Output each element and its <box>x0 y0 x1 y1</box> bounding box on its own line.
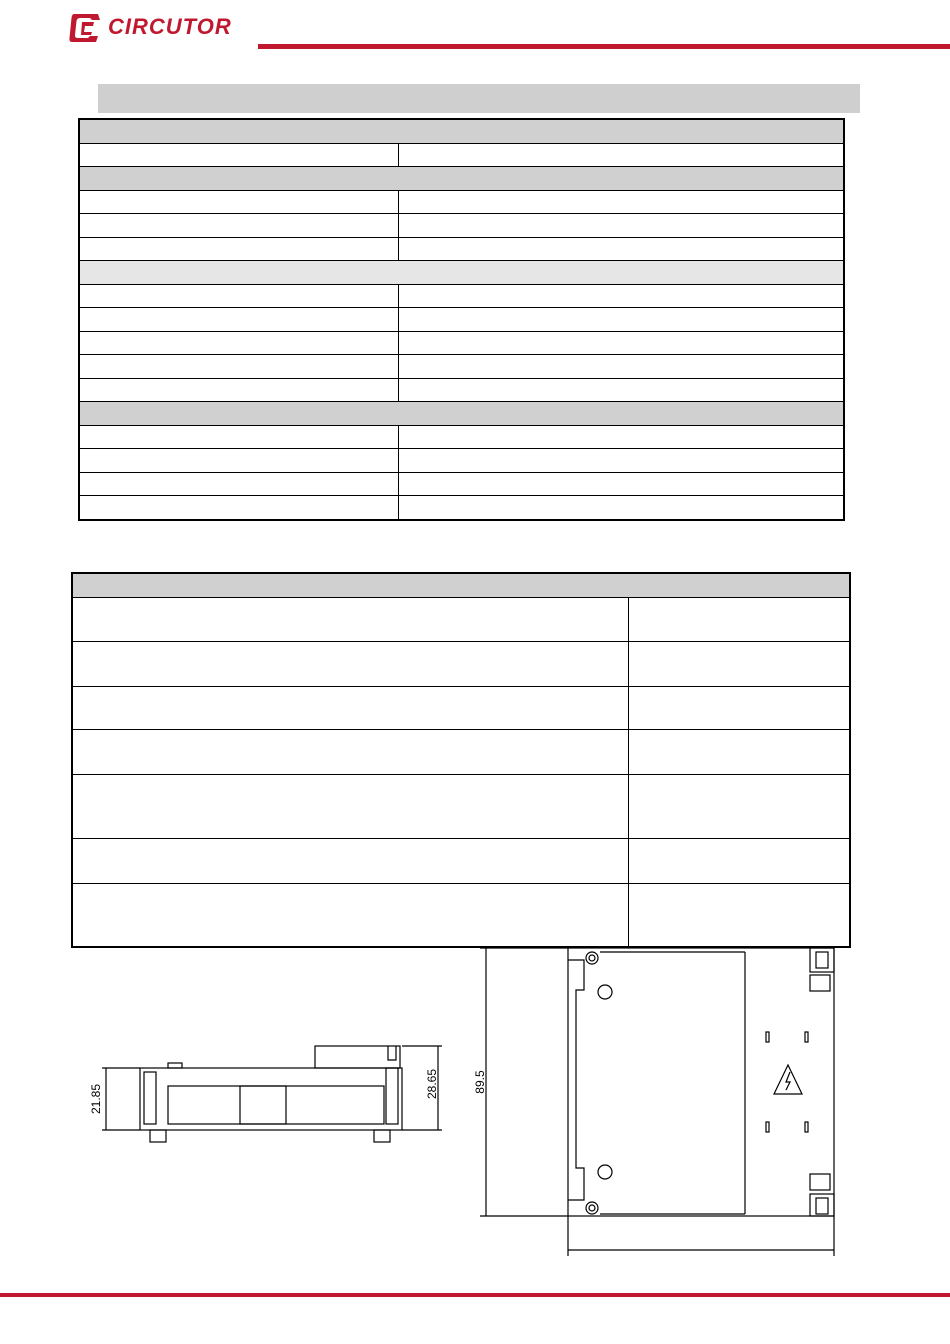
spec-row <box>79 355 844 379</box>
spec-group-header <box>79 402 844 426</box>
spec-group-header <box>79 261 844 285</box>
dimension-label-front-height: 89.5 <box>473 1070 487 1094</box>
dimension-drawings <box>0 940 950 1260</box>
side-view-drawing <box>102 1046 442 1142</box>
spec-label <box>79 237 398 261</box>
spec-group-label <box>79 119 844 143</box>
dimension-label-left: 21.85 <box>89 1083 103 1115</box>
standard-value <box>628 884 850 948</box>
standard-name <box>72 730 628 775</box>
spec-row <box>79 496 844 520</box>
spec-value <box>398 308 844 332</box>
spec-row <box>79 308 844 332</box>
circutor-logo-icon <box>68 10 104 46</box>
standard-value <box>628 598 850 642</box>
standards-row <box>72 839 850 884</box>
spec-label <box>79 331 398 355</box>
spec-label <box>79 143 398 167</box>
spec-group-label <box>79 402 844 426</box>
spec-label <box>79 449 398 473</box>
spec-value <box>398 472 844 496</box>
spec-value <box>398 425 844 449</box>
footer-rule <box>0 1293 950 1297</box>
standard-name <box>72 598 628 642</box>
standard-value <box>628 730 850 775</box>
spec-value <box>398 378 844 402</box>
spec-row <box>79 331 844 355</box>
spec-row <box>79 190 844 214</box>
spec-row <box>79 378 844 402</box>
standards-table-header <box>72 573 850 598</box>
spec-value <box>398 284 844 308</box>
spec-label <box>79 496 398 520</box>
standard-value <box>628 839 850 884</box>
spec-row <box>79 214 844 238</box>
standard-name <box>72 839 628 884</box>
standards-table <box>71 572 851 948</box>
spec-row <box>79 143 844 167</box>
spec-value <box>398 143 844 167</box>
spec-row <box>79 284 844 308</box>
spec-value <box>398 496 844 520</box>
spec-value <box>398 237 844 261</box>
standard-value <box>628 687 850 730</box>
spec-row <box>79 472 844 496</box>
standard-name <box>72 642 628 687</box>
standard-value <box>628 775 850 839</box>
spec-row <box>79 237 844 261</box>
spec-row <box>79 425 844 449</box>
standards-row <box>72 730 850 775</box>
spec-label <box>79 190 398 214</box>
spec-value <box>398 214 844 238</box>
standards-table-title <box>72 573 850 598</box>
standards-row <box>72 884 850 948</box>
spec-group-label <box>79 167 844 191</box>
spec-group-header <box>79 119 844 143</box>
spec-label <box>79 355 398 379</box>
spec-label <box>79 378 398 402</box>
standard-name <box>72 775 628 839</box>
standards-row <box>72 642 850 687</box>
header-rule <box>258 44 950 49</box>
circutor-logo <box>68 10 258 46</box>
spec-label <box>79 472 398 496</box>
standard-name <box>72 884 628 948</box>
spec-value <box>398 190 844 214</box>
spec-value <box>398 355 844 379</box>
standard-name <box>72 687 628 730</box>
spec-row <box>79 449 844 473</box>
dimension-label-right: 28.65 <box>425 1068 439 1100</box>
spec-label <box>79 308 398 332</box>
spec-label <box>79 214 398 238</box>
spec-group-header <box>79 167 844 191</box>
standards-row <box>72 687 850 730</box>
standards-row <box>72 775 850 839</box>
spec-label <box>79 425 398 449</box>
spec-label <box>79 284 398 308</box>
standard-value <box>628 642 850 687</box>
section-title-bar <box>98 84 860 113</box>
technical-spec-table <box>78 118 845 521</box>
standards-row <box>72 598 850 642</box>
spec-group-label <box>79 261 844 285</box>
brand-name: CIRCUTOR <box>108 14 232 39</box>
spec-value <box>398 331 844 355</box>
spec-value <box>398 449 844 473</box>
front-view-drawing <box>480 948 834 1256</box>
